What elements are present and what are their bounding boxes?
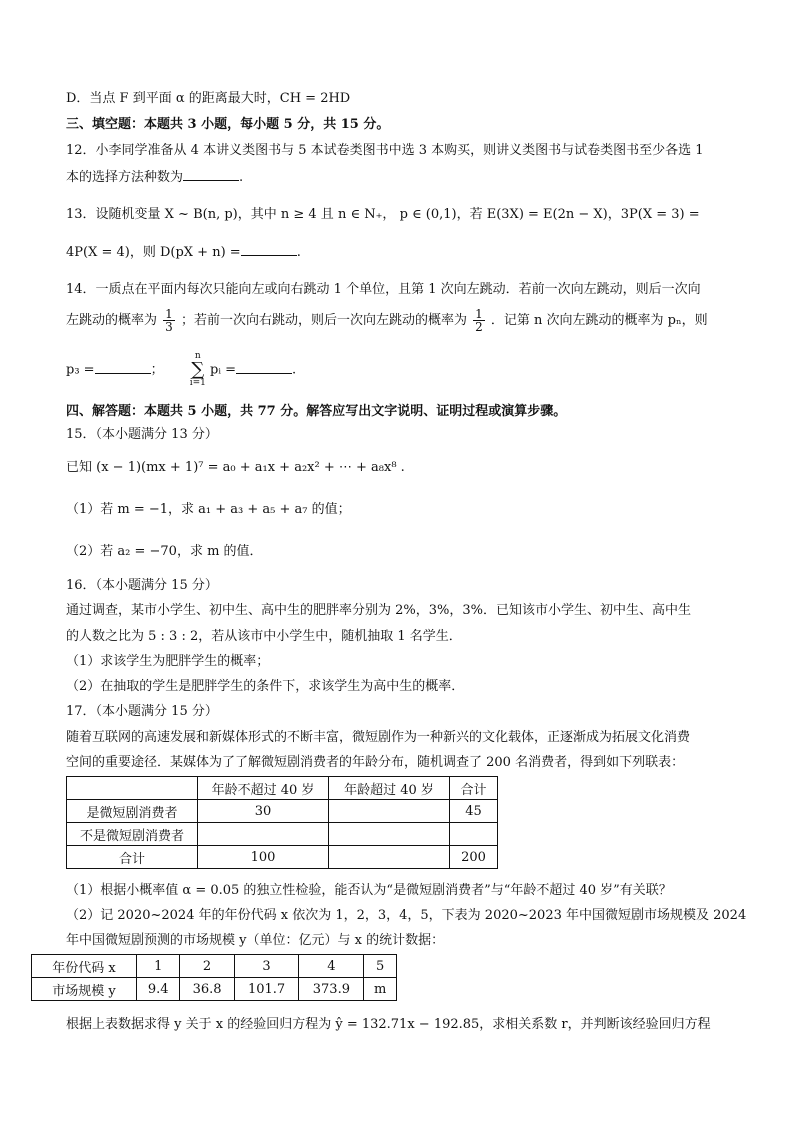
q17-part-1: （1）根据小概率值 α = 0.05 的独立性检验，能否认为“是微短剧消费者”与“年龄不超过 40 岁”有关联？ bbox=[66, 883, 672, 898]
table-row bbox=[67, 800, 498, 823]
table-cell: 101.7 bbox=[234, 978, 299, 1001]
q14-line-2 bbox=[66, 308, 734, 334]
q15-given: 已知 (x − 1)(mx + 1)⁷ = a₀ + a₁x + a₂x² + ⋯ + a₈x⁸ . bbox=[66, 460, 405, 475]
table-cell bbox=[329, 823, 450, 846]
table-cell bbox=[329, 846, 450, 869]
section-3-title: 三、填空题：本题共 3 小题，每小题 5 分，共 15 分。 bbox=[66, 117, 390, 132]
table-cell bbox=[329, 800, 450, 823]
answer-blank bbox=[236, 359, 292, 374]
q15-heading: 15．（本小题满分 13 分） bbox=[66, 427, 218, 442]
table-cell: 是微短剧消费者 bbox=[67, 800, 198, 823]
market-size-table bbox=[31, 954, 397, 1001]
option-d: D．当点 F 到平面 α 的距离最大时，CH = 2HD bbox=[66, 91, 351, 106]
table-cell: 100 bbox=[198, 846, 329, 869]
q13-end: . bbox=[296, 245, 301, 260]
table-cell: 合计 bbox=[67, 846, 198, 869]
table-cell: 373.9 bbox=[299, 978, 364, 1001]
fraction-one-third: $\frac{1}{3}$ bbox=[165, 307, 173, 334]
table-cell: 年龄不超过 40 岁 bbox=[198, 777, 329, 800]
q16-line-2: 的人数之比为 5 : 3 : 2，若从该市中小学生中，随机抽取 1 名学生． bbox=[66, 629, 462, 644]
table-cell: 9.4 bbox=[137, 978, 180, 1001]
table-cell: 45 bbox=[450, 800, 498, 823]
table-cell: 36.8 bbox=[180, 978, 234, 1001]
q14-sep: ； bbox=[150, 362, 164, 378]
answer-blank bbox=[183, 166, 239, 181]
table-cell: 1 bbox=[137, 955, 180, 978]
q17-regression-line: 根据上表数据求得 y 关于 x 的经验回归方程为 ŷ = 132.71x − 192.85，求相关系数 r，并判断该经验回归方程 bbox=[66, 1017, 711, 1032]
table-cell: 不是微短剧消费者 bbox=[67, 823, 198, 846]
q12-line-2 bbox=[66, 166, 734, 188]
q14-text-3: ．记第 n 次向左跳动的概率为 pₙ，则 bbox=[490, 313, 708, 328]
q17-line-2: 空间的重要途径．某媒体为了了解微短剧消费者的年龄分布，随机调查了 200 名消费者，得到如下列联表： bbox=[66, 755, 685, 770]
answer-blank bbox=[241, 241, 297, 256]
q13-text: 4P(X = 4)，则 D(pX + n) = bbox=[66, 245, 241, 260]
q16-heading: 16．（本小题满分 15 分） bbox=[66, 578, 218, 593]
table-cell: 200 bbox=[450, 846, 498, 869]
section-4-title: 四、解答题：本题共 5 小题，共 77 分。解答应写出文字说明、证明过程或演算步骤。 bbox=[66, 404, 567, 419]
q14-text-1: 左跳动的概率为 bbox=[66, 313, 158, 328]
q14-text-2: ；若前一次向右跳动，则后一次向左跳动的概率为 bbox=[180, 313, 467, 328]
fraction-one-half: $\frac{1}{2}$ bbox=[475, 307, 483, 334]
table-cell bbox=[67, 777, 198, 800]
q14-line-1: 14．一质点在平面内每次只能向左或向右跳动 1 个单位，且第 1 次向左跳动．若前一次向左跳动，则后一次向 bbox=[66, 282, 701, 297]
contingency-table bbox=[66, 776, 498, 869]
q16-part-2: （2）在抽取的学生是肥胖学生的条件下，求该学生为高中生的概率． bbox=[66, 679, 465, 694]
table-cell: 30 bbox=[198, 800, 329, 823]
table-cell: 年份代码 x bbox=[32, 955, 137, 978]
q17-part-2-line-1: （2）记 2020~2024 年的年份代码 x 依次为 1，2，3，4，5，下表为 2020~2023 年中国微短剧市场规模及 2024 bbox=[66, 908, 747, 923]
q16-line-1: 通过调查，某市小学生、初中生、高中生的肥胖率分别为 2%，3%，3%．已知该市小学生、初中生、高中生 bbox=[66, 603, 692, 618]
q15-part-1: （1）若 m = −1，求 a₁ + a₃ + a₅ + a₇ 的值； bbox=[66, 502, 351, 517]
q14-line-3 bbox=[66, 352, 734, 388]
table-cell: 合计 bbox=[450, 777, 498, 800]
table-cell bbox=[450, 823, 498, 846]
q17-line-1: 随着互联网的高速发展和新媒体形式的不断丰富，微短剧作为一种新兴的文化载体，正逐渐成为拓展文化消费 bbox=[66, 730, 691, 745]
table-cell bbox=[198, 823, 329, 846]
table-row bbox=[32, 955, 397, 978]
q16-part-1: （1）求该学生为肥胖学生的概率； bbox=[66, 654, 270, 669]
q17-part-2-line-2: 年中国微短剧预测的市场规模 y（单位：亿元）与 x 的统计数据： bbox=[66, 933, 445, 948]
q12-text: 本的选择方法种数为 bbox=[66, 170, 184, 185]
table-row bbox=[67, 823, 498, 846]
q14-end: . bbox=[291, 362, 297, 378]
table-cell: 2 bbox=[180, 955, 234, 978]
q12-end: . bbox=[239, 170, 244, 185]
table-cell: 市场规模 y bbox=[32, 978, 137, 1001]
q17-heading: 17．（本小题满分 15 分） bbox=[66, 704, 218, 719]
q13-line-2 bbox=[66, 241, 734, 263]
answer-blank bbox=[95, 359, 151, 374]
table-cell: 年龄超过 40 岁 bbox=[329, 777, 450, 800]
table-row bbox=[67, 846, 498, 869]
q14-sum-pi: pᵢ = bbox=[210, 362, 236, 378]
q12-line-1: 12．小李同学准备从 4 本讲义类图书与 5 本试卷类图书中选 3 本购买，则讲义类图书与试卷类图书至少各选 1 bbox=[66, 143, 704, 158]
summation-symbol: n ∑ i=1 bbox=[189, 351, 206, 388]
table-cell: 3 bbox=[234, 955, 299, 978]
table-row bbox=[67, 777, 498, 800]
table-cell: 4 bbox=[299, 955, 364, 978]
table-cell: 5 bbox=[364, 955, 397, 978]
q15-part-2: （2）若 a₂ = −70，求 m 的值． bbox=[66, 544, 263, 559]
table-cell: m bbox=[364, 978, 397, 1001]
table-row bbox=[32, 978, 397, 1001]
q13-line-1: 13．设随机变量 X ~ B(n, p)，其中 n ≥ 4 且 n ∈ N₊， p ∈ (0,1)，若 E(3X) = E(2n − X)，3P(X = 3) = bbox=[66, 207, 700, 222]
q14-p3: p₃ = bbox=[66, 362, 95, 378]
